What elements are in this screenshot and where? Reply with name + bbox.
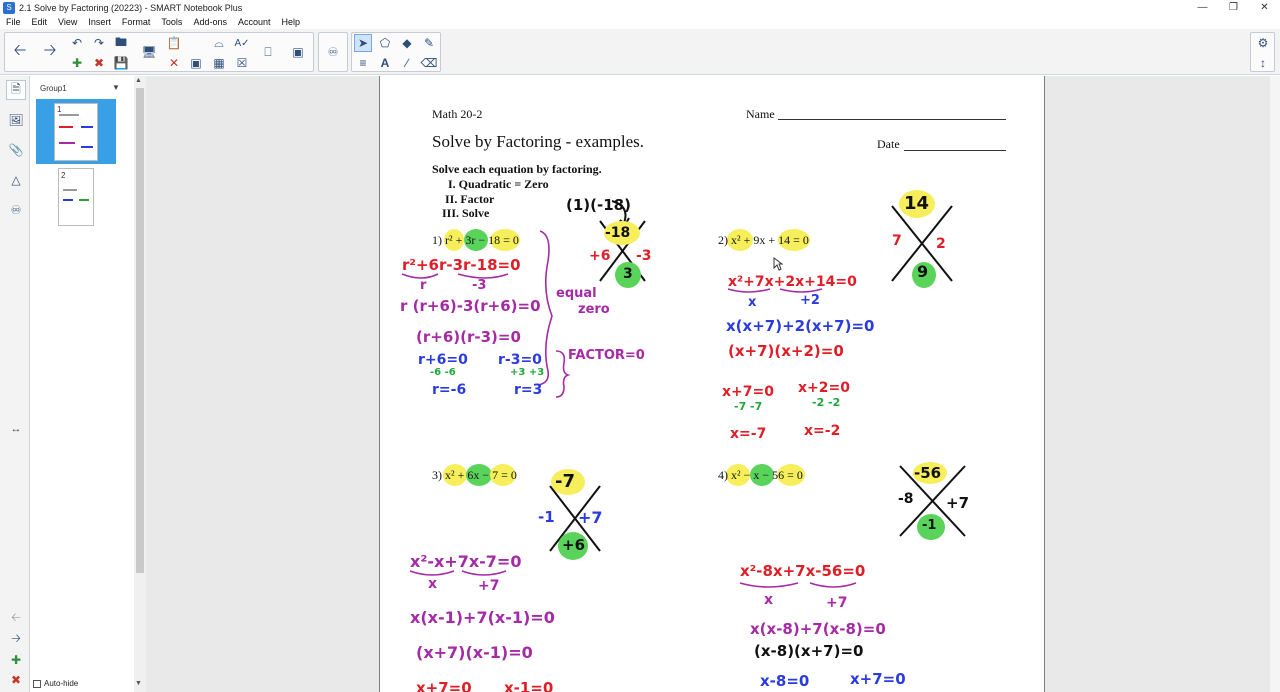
workspace-canvas[interactable]	[146, 76, 1280, 692]
hw-x-right: -3	[636, 248, 652, 264]
hw-step-factor: (x+7)(x+2)=0	[728, 342, 844, 360]
table-icon[interactable]: ▦	[213, 56, 225, 70]
problem-4: 4) x² − x − 56 = 0	[718, 468, 803, 482]
delete-icon[interactable]: ✕	[168, 56, 180, 70]
puzzle-icon[interactable]: ♾	[327, 45, 339, 59]
redo-icon[interactable]: ↷	[93, 36, 105, 50]
save-icon[interactable]: 💾	[113, 56, 129, 70]
title-bar	[0, 0, 1280, 15]
hw-x-bottom: +6	[562, 536, 586, 554]
menu-file[interactable]: File	[6, 17, 21, 27]
hw-x-right: +7	[946, 494, 970, 512]
page-number: 2	[61, 171, 66, 180]
menu-bar	[0, 15, 1280, 29]
hw-solve-1-result: x=-7	[730, 426, 767, 442]
scroll-up-icon[interactable]: ▲	[135, 77, 142, 84]
menu-view[interactable]: View	[58, 17, 78, 27]
course-label: Math 20-2	[432, 107, 483, 121]
mouse-cursor-icon	[773, 257, 783, 271]
menu-tools[interactable]: Tools	[161, 17, 183, 27]
add-page-small-icon[interactable]: ✚	[10, 653, 22, 667]
resize-icon[interactable]: ↔	[10, 423, 22, 435]
hw-x-bottom: -1	[922, 518, 937, 533]
step-1: I. Quadratic = Zero	[448, 177, 549, 191]
auto-hide-toggle[interactable]	[33, 679, 78, 688]
menu-help[interactable]: Help	[281, 17, 301, 27]
hw-gcf: r	[420, 278, 427, 293]
hw-solve-2-work: -2 -2	[812, 396, 841, 409]
hw-solve-2: x+2=0	[798, 380, 850, 396]
menu-addons[interactable]: Add-ons	[193, 17, 227, 27]
open-folder-icon[interactable]: 🖿	[114, 34, 127, 49]
text-icon[interactable]: A	[380, 56, 390, 70]
notebook-page[interactable]	[379, 76, 1045, 692]
hw-x-right: 2	[936, 236, 946, 252]
screen-capture-icon[interactable]: ⎕	[264, 44, 272, 59]
step-2: II. Factor	[445, 192, 495, 206]
hw-step-expand: x²-x+7x-7=0	[410, 552, 522, 571]
camera-icon[interactable]: ▣	[292, 45, 304, 59]
window-title: 2.1 Solve by Factoring (20223) - SMART Notebook Plus	[19, 2, 243, 13]
hw-step-group: r (r+6)-3(r+6)=0	[400, 297, 541, 315]
back-small-icon[interactable]: 🡠	[11, 609, 21, 624]
smart-notebook-icon: S	[3, 2, 15, 14]
hw-solve-1-work: -6 -6	[430, 367, 456, 378]
display-icon[interactable]: 🖥	[141, 45, 157, 59]
hw-x-left: -1	[538, 508, 555, 526]
clear-ink-icon[interactable]: ☒	[236, 56, 248, 70]
page-sorter	[30, 76, 134, 692]
problem-3: 3) x² + 6x − 7 = 0	[432, 468, 517, 482]
hw-solve-1: x+7=0	[416, 679, 472, 692]
back-arrow-icon[interactable]: 🡠	[13, 41, 27, 59]
hw-solve-1: x+7=0	[722, 384, 774, 400]
add-page-icon[interactable]: ✚	[71, 56, 83, 70]
hw-step-group: x(x-8)+7(x-8)=0	[750, 620, 886, 638]
forward-small-icon[interactable]: 🡢	[11, 630, 21, 645]
restore-button[interactable]: ❐	[1229, 2, 1238, 13]
auto-hide-checkbox[interactable]	[33, 680, 41, 688]
hw-step-expand: x²+7x+2x+14=0	[728, 274, 857, 290]
hw-gcf: x	[764, 592, 774, 608]
move-toolbar-icon[interactable]: ↕	[1260, 56, 1266, 70]
auto-hide-label: Auto-hide	[44, 679, 79, 688]
hw-step-group: x(x+7)+2(x+7)=0	[726, 317, 875, 335]
hw-step-factor: (x+7)(x-1)=0	[416, 643, 533, 662]
menu-format[interactable]: Format	[121, 17, 151, 27]
ink-strokes	[380, 76, 1045, 692]
hw-solve-1: x-8=0	[760, 672, 810, 690]
toolbar	[0, 29, 1280, 75]
scroll-down-icon[interactable]: ▼	[135, 680, 142, 687]
hw-gcf: -3	[472, 278, 487, 293]
properties-icon[interactable]: ≡	[359, 56, 367, 70]
canvas-scrollbar[interactable]	[1270, 76, 1280, 692]
hw-solve-2-result: r=3	[514, 382, 543, 398]
hw-step-group: x(x-1)+7(x-1)=0	[410, 608, 555, 627]
hw-x-top: -18	[605, 225, 631, 241]
paste-icon[interactable]: 📋	[166, 36, 182, 50]
minimize-button[interactable]: —	[1197, 2, 1208, 13]
hw-x-top: 14	[904, 193, 930, 214]
page-thumbnail-selected[interactable]	[36, 99, 116, 164]
undo-icon[interactable]: ↶	[71, 36, 83, 50]
hw-solve-2-result: x=-2	[804, 423, 841, 439]
forward-arrow-icon[interactable]: 🡢	[43, 41, 57, 59]
page-thumbnail[interactable]	[58, 168, 94, 226]
settings-group	[1250, 32, 1275, 72]
gallery-icon[interactable]: 🖼	[8, 113, 24, 127]
line-icon[interactable]: ∕	[405, 56, 408, 70]
scroll-thumb[interactable]	[136, 88, 144, 573]
hw-gcf: x	[428, 576, 438, 592]
hw-note-equal: equal	[556, 286, 597, 301]
date-label: Date	[877, 137, 900, 151]
addons-group	[318, 32, 348, 72]
close-button[interactable]: ✕	[1260, 2, 1269, 13]
worksheet-title: Solve by Factoring - examples.	[432, 132, 644, 151]
hw-step-expand: x²-8x+7x-56=0	[740, 562, 866, 580]
menu-insert[interactable]: Insert	[88, 17, 111, 27]
hw-step-factor: (r+6)(r-3)=0	[416, 328, 521, 346]
delete-page-icon[interactable]: ✖	[93, 56, 105, 70]
hw-step-factor: (x-8)(x+7)=0	[754, 642, 864, 660]
hw-x-bottom: 3	[623, 266, 633, 282]
spell-check-icon[interactable]: A✓	[234, 37, 250, 49]
hw-gcf: +7	[826, 595, 848, 611]
hw-x-left: -8	[898, 491, 914, 507]
instructions: Solve each equation by factoring.	[432, 162, 602, 176]
hw-x-left: +6	[589, 248, 611, 264]
hw-solve-2: x-1=0	[504, 679, 554, 692]
attachments-icon[interactable]: 📎	[8, 143, 24, 157]
main-tool-group	[4, 32, 314, 72]
page-number: 1	[57, 105, 62, 114]
problem-1: 1) r² + 3r − 18 = 0	[432, 233, 519, 247]
hw-x-left: 7	[892, 233, 902, 249]
eraser-icon[interactable]: ⌫	[420, 56, 438, 70]
problem-2: 2) x² + 9x + 14 = 0	[718, 233, 809, 247]
hw-x-right: +7	[578, 508, 603, 527]
delete-page-small-icon[interactable]: ✖	[10, 673, 22, 687]
chevron-down-icon[interactable]: ▼	[112, 83, 120, 92]
hw-solve-1: r+6=0	[418, 352, 468, 368]
hw-solve-2: x+7=0	[850, 670, 906, 688]
shapes-icon[interactable]: ⬠	[379, 36, 391, 50]
tools-group	[351, 32, 441, 72]
hw-x-bottom: 9	[917, 262, 929, 281]
fill-icon[interactable]: ◆	[402, 36, 412, 50]
hw-x-top: -7	[555, 471, 575, 492]
select-arrow-icon[interactable]: ➤	[354, 34, 372, 52]
hw-gcf: +2	[800, 293, 820, 308]
hw-gcf: +7	[478, 578, 500, 594]
hw-note-factor: FACTOR=0	[568, 348, 645, 363]
name-label: Name	[746, 107, 775, 121]
group-label[interactable]: Group1	[40, 84, 67, 93]
hw-solve-1-result: r=-6	[432, 382, 467, 398]
hw-gcf: x	[748, 295, 757, 310]
sidebar-tabs	[0, 76, 30, 692]
window-controls	[1187, 0, 1280, 15]
hw-solve-1-work: -7 -7	[734, 400, 763, 413]
crop-icon[interactable]: ⌓	[214, 35, 224, 50]
hw-note-zero: zero	[578, 302, 610, 317]
menu-account[interactable]: Account	[237, 17, 271, 27]
hw-solve-2: r-3=0	[498, 352, 542, 368]
screen-shade-icon[interactable]: ▣	[190, 56, 202, 70]
step-3: III. Solve	[442, 206, 490, 220]
gear-icon[interactable]: ⚙	[1257, 36, 1269, 50]
sorter-scrollbar[interactable]	[134, 76, 146, 692]
page-sorter-icon[interactable]: 🗎	[6, 80, 26, 100]
properties-tab-icon[interactable]: △	[11, 173, 21, 187]
menu-edit[interactable]: Edit	[31, 17, 48, 27]
hw-step-expand: r²+6r-3r-18=0	[402, 256, 521, 274]
hw-solve-2-work: +3 +3	[510, 367, 545, 378]
addons-tab-icon[interactable]: ♾	[10, 203, 22, 217]
pen-icon[interactable]: ✎	[423, 36, 435, 50]
hw-x-top: -56	[914, 464, 942, 482]
hw-factor-pair: (1)(-18)	[566, 196, 631, 214]
